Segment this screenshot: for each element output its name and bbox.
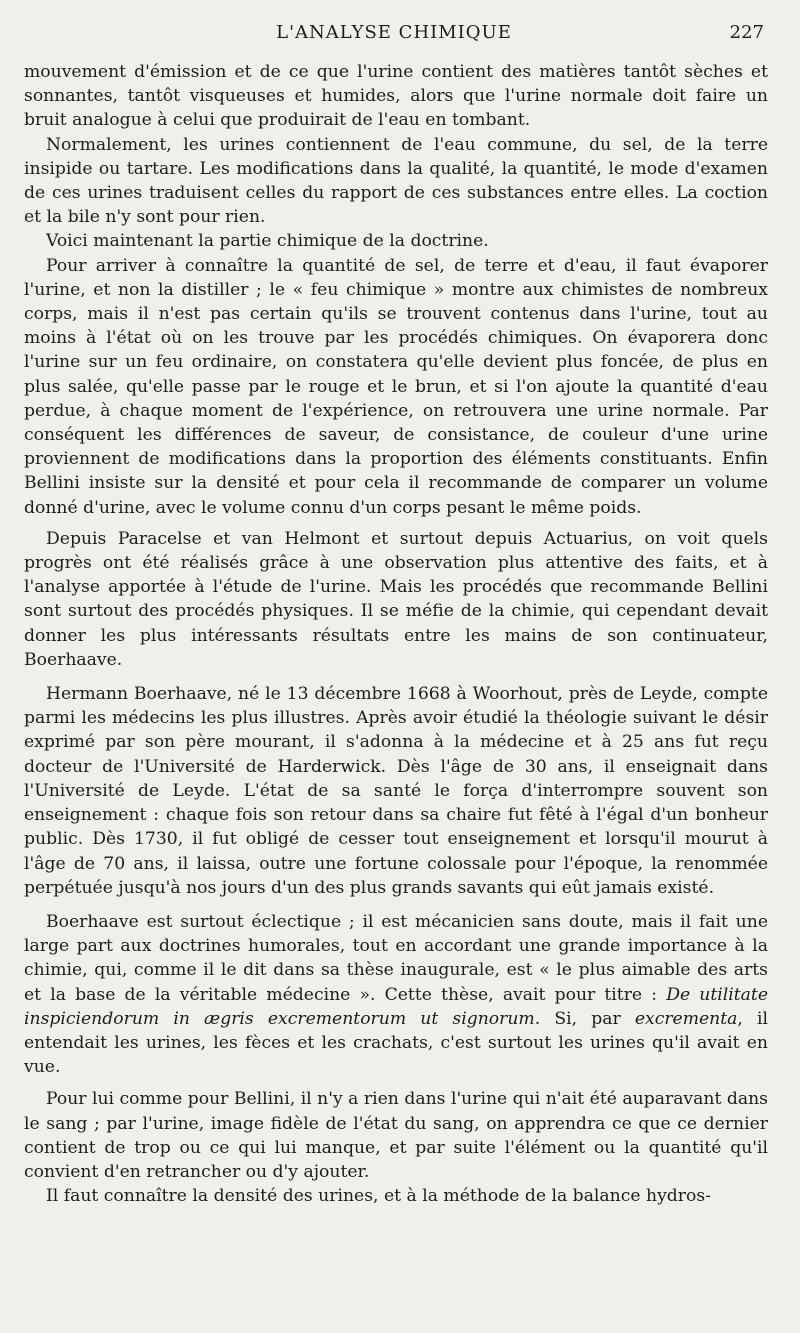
text-run: mouvement d'émission et de ce que l'urine contient des matières tantôt sèches et sonnantes, tantôt visqueuses et humides, alors que l'urine normale doit faire un bruit analogue à celui que produirait de l'eau en tombant. [24, 62, 768, 131]
text-run: Pour arriver à connaître la quantité de sel, de terre et d'eau, il faut évaporer l'urine, et non la distiller ; le « feu chimique » montre aux chimistes de nombreux corps, mais il n'est pas certain qu'ils se trouvent contenus dans l'urine, tout au moins à l'état où on les trouve par les procédés chimiques. On évaporera donc l'urine sur un feu ordinaire, on constatera qu'elle devient plus foncée, de plus en plus salée, qu'elle passe par le rouge et le brun, et si l'on ajoute la quantité d'eau perdue, à chaque moment de l'expérience, on retrouvera une urine normale. Par conséquent les différences de saveur, de consistance, de couleur d'une urine proviennent de modifications dans la proportion des éléments constituants. Enfin Bellini insiste sur la densité et pour cela il recommande de comparer un volume donné d'urine, avec le volume connu d'un corps pesant le même poids. [24, 255, 768, 518]
paragraph [24, 133, 768, 230]
page-header [24, 22, 764, 52]
paragraph [24, 60, 768, 133]
paragraph [24, 1087, 768, 1184]
text-run: Boerhaave est surtout éclectique ; il est mécanicien sans doute, mais il fait une large part aux doctrines humorales, tout en accordant une grande importance à la chimie, qui, comme il le dit dans sa thèse inaugurale, est « le plus aimable des arts et la base de la véritable médecine ». Cette thèse, avait pour titre : [24, 911, 768, 1005]
paragraph [24, 1184, 768, 1208]
text-run: Pour lui comme pour Bellini, il n'y a rien dans l'urine qui n'ait été auparavant dans le sang ; par l'urine, image fidèle de l'état du sang, on apprendra ce que ce dernier contient de trop ou ce qui lui manque, et par suite l'élément ou la quantité qu'il convient d'en retrancher ou d'y ajouter. [24, 1089, 768, 1182]
italic-text-run: excrementa [634, 1008, 738, 1029]
text-run: Normalement, les urines contiennent de l'eau commune, du sel, de la terre insipide ou tartare. Les modifications dans la qualité, la quantité, le mode d'examen de ces urines traduisent celles du rapport de ces substances entre elles. La coction et la bile n'y sont pour rien. [24, 134, 768, 228]
paragraph [24, 910, 768, 1079]
paragraph [24, 229, 768, 253]
paragraph [24, 254, 768, 520]
text-run: , il entendait les urines, les fèces et les crachats, c'est surtout les urines qu'il avait en vue. [24, 1008, 769, 1078]
paragraph [24, 527, 768, 672]
text-run: Voici maintenant la partie chimique de la doctrine. [46, 231, 489, 252]
body-text [24, 60, 768, 1208]
text-run: Depuis Paracelse et van Helmont et surtout depuis Actuarius, on voit quels progrès ont été réalisés grâce à une observation plus attentive des faits, et à l'analyse apportée à l'étude de l'urine. Mais les procédés que recommande Bellini sont surtout des procédés physiques. Il se méfie de la chimie, qui cependant devait donner les plus intéressants résultats entre les mains de son continuateur, Boerhaave. [24, 528, 768, 670]
running-title: L'ANALYSE CHIMIQUE [276, 22, 512, 43]
paragraph [24, 682, 768, 900]
page-number: 227 [729, 22, 764, 43]
text-run: . Si, par [534, 1008, 635, 1029]
text-run: Hermann Boerhaave, né le 13 décembre 1668 à Woorhout, près de Leyde, compte parmi les médecins les plus illustres. Après avoir étudié la théologie suivant le désir exprimé par son père mourant, il s'adonna à la médecine et à 25 ans fut reçu docteur de l'Université de Harderwick. Dès l'âge de 30 ans, il enseignait dans l'Université de Leyde. L'état de sa santé le força d'interrompre souvent son enseignement : chaque fois son retour dans sa chaire fut fêté à l'égal d'un bonheur public. Dès 1730, il fut obligé de cesser tout enseignement et lorsqu'il mourut à l'âge de 70 ans, il laissa, outre une fortune colossale pour l'époque, la renommée perpétuée jusqu'à nos jours d'un des plus grands savants qui eût jamais existé. [24, 684, 768, 898]
italic-text-run: De utilitate inspiciendorum in ægris excrementorum ut signorum [24, 984, 768, 1029]
text-run: Il faut connaître la densité des urines, et à la méthode de la balance hydros- [46, 1186, 711, 1207]
